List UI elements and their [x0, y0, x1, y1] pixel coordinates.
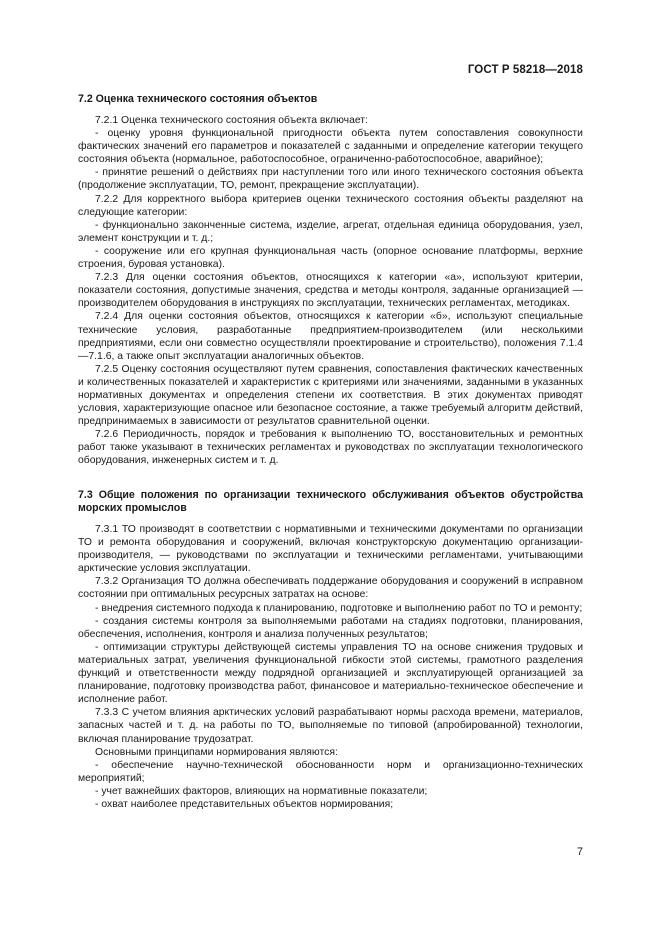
list-item: - функционально законченные система, изделие, агрегат, отдельная единица оборудования, узел, элемент конструкции и т. д.; — [78, 219, 583, 244]
section-7-3-title: 7.3 Общие положения по организации технического обслуживания объектов обустройства морских промыслов — [78, 489, 583, 514]
section-7-3 — [78, 489, 583, 811]
list-item: - принятие решений о действиях при наступлении того или иного технического состояния объекта (продолжение эксплуатации, ТО, ремонт, прекращение эксплуатации). — [78, 167, 583, 192]
section-7-2 — [78, 93, 583, 468]
paragraph: 7.2.6 Периодичность, порядок и требования к выполнению ТО, восстановительных и ремонтных работ также указывают в технических регламентах и руководствах по эксплуатации технологического оборудования, инженерных систем и т. д. — [78, 429, 583, 467]
paragraph: 7.2.4 Для оценки состояния объектов, относящихся к категории «б», используют специальные технические условия, разработанные предприятием-производителем (или несколькими предприятиями, если они совместно осуществляли проектирование и строительство), положения 7.1.4—7.1.6, а также опыт эксплуатации аналогичных объектов. — [78, 311, 583, 362]
list-item: - оценку уровня функциональной пригодности объекта путем сопоставления совокупности фактических значений его параметров и показателей с заданными и определение категории текущего состояния объекта (нормальное, работоспособное, ограниченно-работоспособное, аварийное); — [78, 128, 583, 166]
list-item: - обеспечение научно-технической обоснованности норм и организационно-технических мероприятий; — [78, 759, 583, 784]
paragraph: Основными принципами нормирования являются: — [95, 746, 338, 758]
list-item: - оптимизации структуры действующей системы управления ТО на основе снижения трудовых и материальных затрат, увеличения функциональной гибкости этой системы, грамотного разделения функций и ответственности между подрядной организацией и эксплуатирующей организацией за планирование, подготовку производства работ, финансовое и материально-техническое обеспечение и исполнение работ. — [78, 641, 583, 706]
paragraph: 7.2.2 Для корректного выбора критериев оценки технического состояния объекты разделяют на следующие категории: — [78, 193, 583, 218]
paragraph: 7.3.3 С учетом влияния арктических условий разрабатывают нормы расхода времени, материалов, запасных частей и т. д. на работы по ТО, выполняемые по типовой (апробированной) технологии, включая планирование трудозатрат. — [78, 707, 583, 745]
list-item: - внедрения системного подхода к планированию, подготовке и выполнению работ по ТО и ремонту; — [95, 602, 583, 614]
paragraph: 7.2.5 Оценку состояния осуществляют путем сравнения, сопоставления фактических качественных и количественных показателей и характеристик с критериями или значениями, заданными в указанных нормативных документах и определения степени их соответствия. В этих документах приводят условия, характеризующие опасное или безопасное состояние, а также требуемый алгоритм действий, предпринимаемых в зависимости от результатов сравнительной оценки. — [78, 363, 583, 428]
section-7-2-title: 7.2 Оценка технического состояния объектов — [78, 93, 318, 105]
paragraph: 7.3.1 ТО производят в соответствии с нормативными и техническими документами по организации ТО и ремонта оборудования и сооружений, включая конструкторскую документацию организации-производителя, — руководствами по эксплуатации и техническими регламентами, учитывающими арктические условия эксплуатации. — [78, 524, 583, 575]
list-item: - учет важнейших факторов, влияющих на нормативные показатели; — [95, 785, 428, 797]
list-item: - охват наиболее представительных объектов нормирования; — [95, 798, 394, 810]
list-item: - создания системы контроля за выполняемыми работами на стадиях подготовки, планирования, обеспечения, исполнения, контроля и анализа полученных результатов; — [78, 615, 583, 640]
paragraph: 7.2.1 Оценка технического состояния объекта включает: — [95, 115, 368, 126]
paragraph: 7.3.2 Организация ТО должна обеспечивать поддержание оборудования и сооружений в исправном состоянии при оптимальных ресурсных затратах на основе: — [78, 576, 583, 601]
list-item: - сооружение или его крупная функциональная часть (опорное основание платформы, верхние строения, буровая установка). — [78, 245, 583, 271]
paragraph: 7.2.3 Для оценки состояния объектов, относящихся к категории «а», используют критерии, показатели состояния, допустимые значения, средства и методы контроля, заданные организацией — производителем оборудования в инструкциях по эксплуатации, технических регламентах, методиках. — [78, 272, 583, 310]
document-header-id: ГОСТ Р 58218—2018 — [467, 64, 583, 76]
page-number: 7 — [576, 846, 583, 858]
